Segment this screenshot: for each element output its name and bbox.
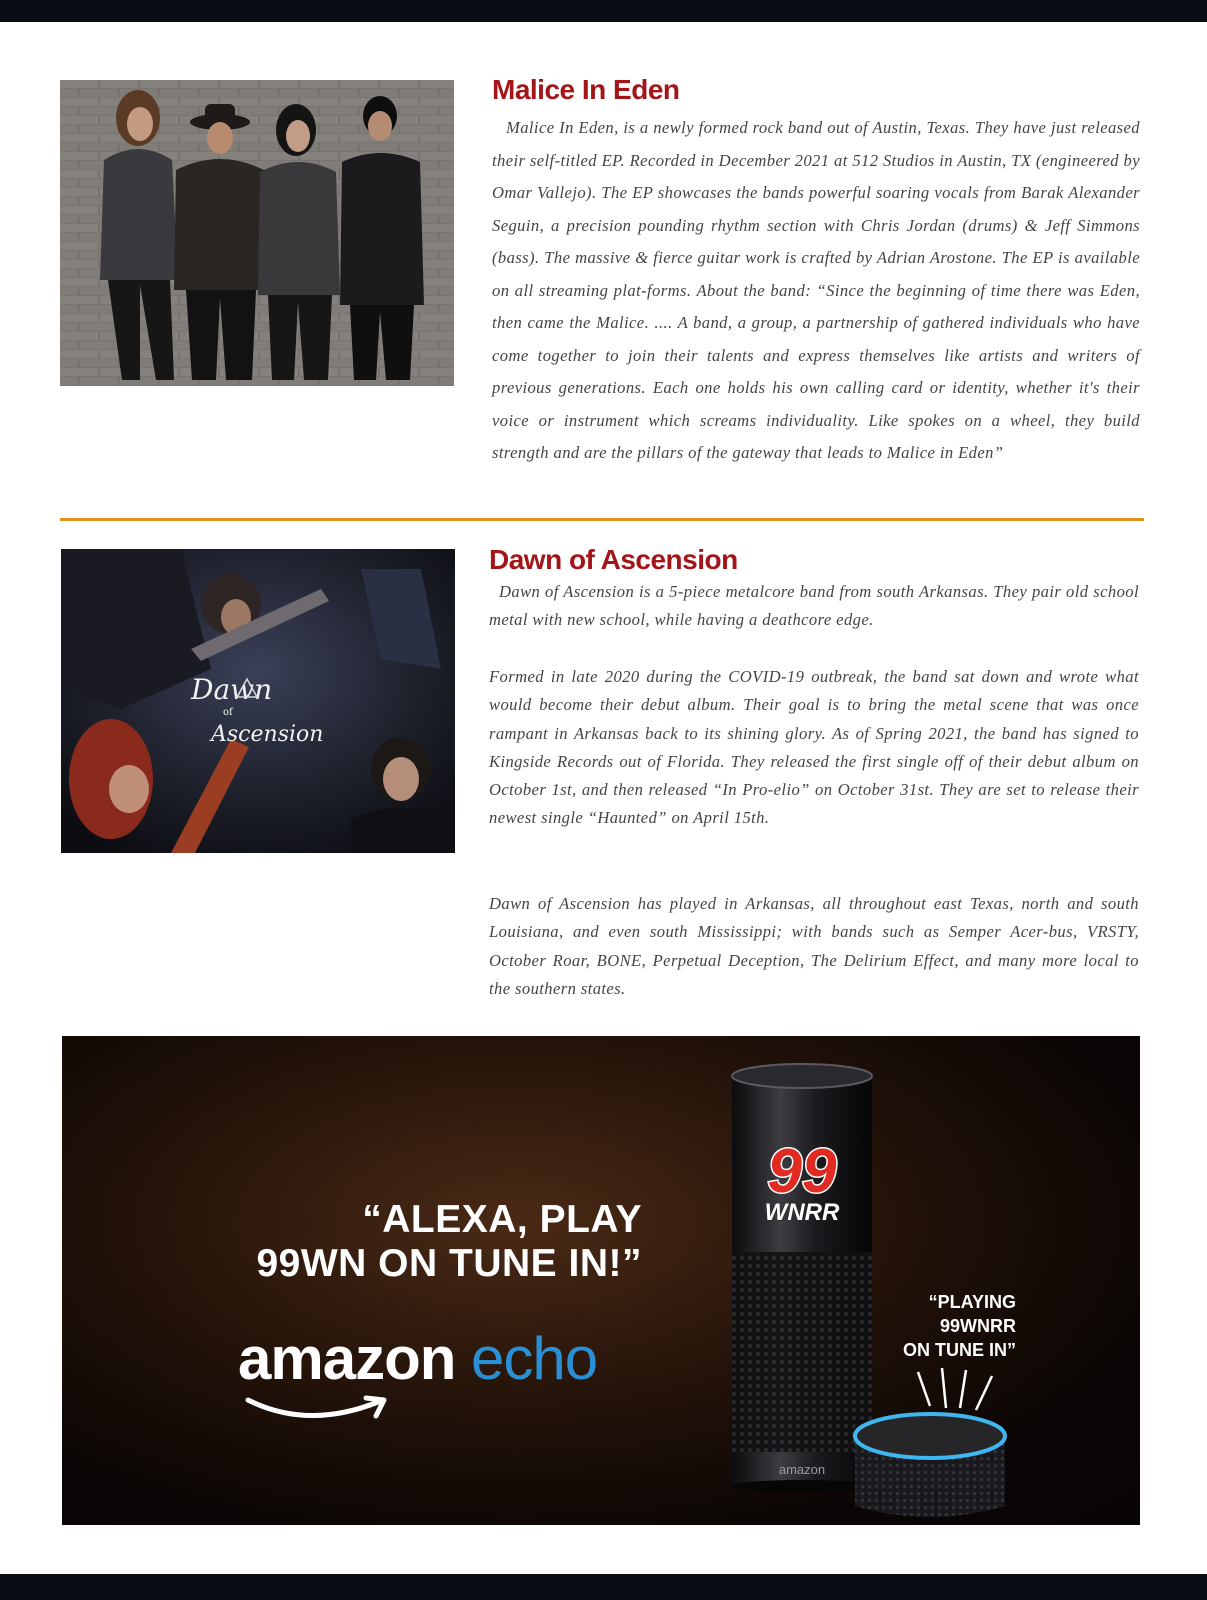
amazon-echo-advertisement [62, 1036, 1140, 1525]
playing-line-2: 99WNRR [939, 1316, 1016, 1336]
bottom-bar [0, 1574, 1207, 1600]
top-bar [0, 0, 1207, 22]
magazine-page [0, 22, 1207, 1574]
amazon-wordmark: amazon [238, 1325, 456, 1392]
ad-headline-line-2: 99WN ON TUNE IN!” [256, 1242, 642, 1285]
dawn-of-ascension-paragraph-3: Dawn of Ascension has played in Arkansas, all throughout east Texas, north and south Louisiana, and even south Mississippi; with bands such as Semper Acer-bus, VRSTY, October Roar, BONE, Perpetual Deception, The Delirium Effect, and many more local to the southern states. [489, 894, 1139, 998]
amazon-echo-logo [238, 1324, 597, 1393]
amazon-smile-icon [238, 1392, 398, 1432]
dawn-of-ascension-title: Dawn of Ascension [489, 544, 738, 575]
device-brand-label: amazon [778, 1462, 826, 1477]
album-logo-word-3: Ascension [211, 722, 324, 747]
playing-line-3: ON TUNE IN” [902, 1340, 1016, 1360]
station-logo-call: WNRR [764, 1199, 840, 1226]
album-logo-word-2: of [223, 707, 233, 718]
dawn-of-ascension-band-photo [61, 549, 455, 853]
ad-headline-line-1: “ALEXA, PLAY [362, 1198, 642, 1241]
echo-dot-device [845, 1406, 1015, 1524]
malice-in-eden-body: Malice In Eden, is a newly formed rock band out of Austin, Texas. They have just released their self-titled EP. Recorded in December 2021 at 512 Studios in Austin, TX (engineered by Omar Vallejo). The EP showcases the bands powerful soaring vocals from Barak Alexander Seguin, a precision pounding rhythm section with Chris Jordan (drums) & Jeff Simmons (bass). The massive & fierce guitar work is crafted by Adrian Arostone. The EP is available on all streaming plat-forms. About the band: “Since the beginning of time there was Eden, then came the Malice. .... A band, a group, a partnership of gathered individuals who have come together to join their talents and express themselves like artists and writers of previous generations. Each one holds his own calling card or identity, whether it's their voice or instrument which screams individuality. Like spokes on a wheel, they build strength and are the pillars of the gateway that leads to Malice in Eden” [492, 118, 1140, 462]
malice-in-eden-band-photo [60, 80, 454, 386]
album-logo-word-1: Dawn [191, 673, 273, 706]
dawn-of-ascension-paragraph-2: Formed in late 2020 during the COVID-19 outbreak, the band sat down and wrote what would become their debut album. Their goal is to bring the metal scene that was once rampant in Arkansas back to its shining glory. As of Spring 2021, the band has signed to Kingside Records out of Florida. They released the first single off of their debut album on October 1st, and then released “In Pro-elio” on October 31st. They are set to release their newest single “Haunted” on April 15th. [489, 667, 1139, 828]
echo-wordmark: echo [455, 1325, 598, 1392]
section-divider [60, 518, 1144, 521]
malice-in-eden-title: Malice In Eden [492, 74, 680, 105]
dawn-of-ascension-paragraph-1: Dawn of Ascension is a 5-piece metalcore band from south Arkansas. They pair old school metal with new school, while having a deathcore edge. [489, 582, 1139, 630]
station-logo-number: 99 [767, 1137, 837, 1206]
playing-line-1: “PLAYING [928, 1292, 1016, 1312]
